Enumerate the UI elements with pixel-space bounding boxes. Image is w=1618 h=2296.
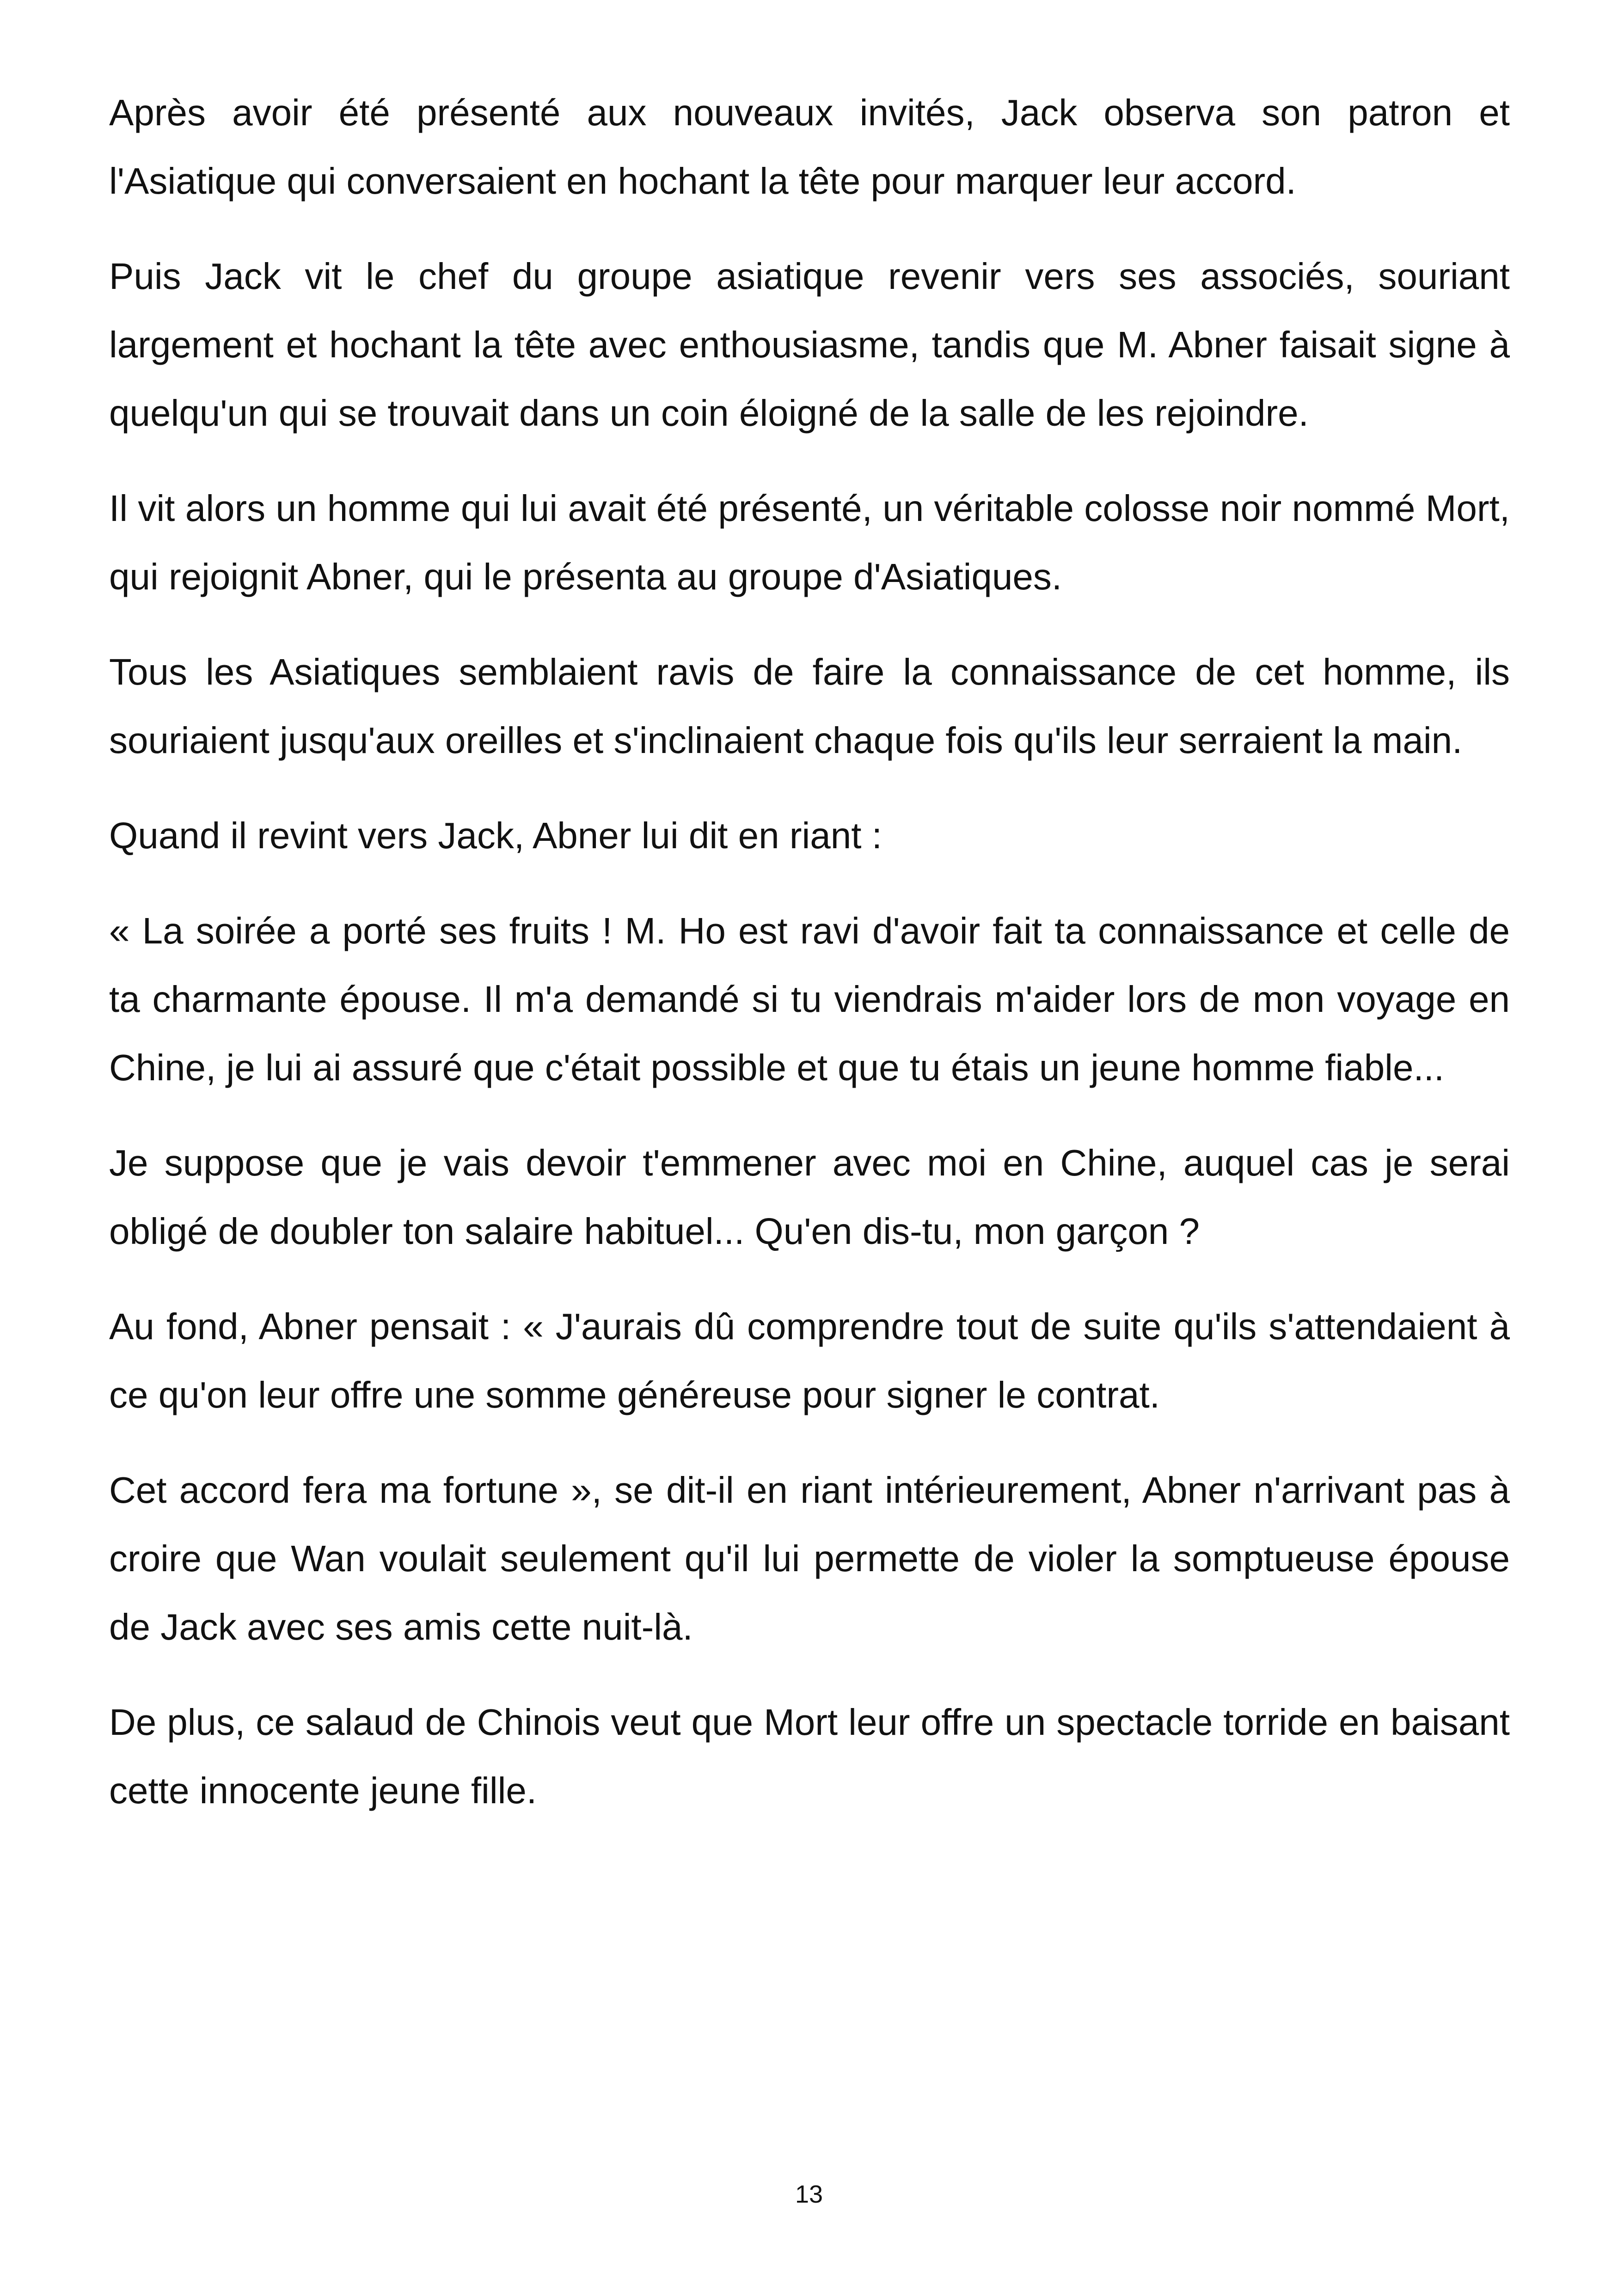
paragraph-6: « La soirée a porté ses fruits ! M. Ho est ravi d'avoir fait ta connaissance et celle de ta charmante épouse. Il m'a demandé si tu viendrais m'aider lors de mon voyage en Chine, je lui ai assuré que c'était possible et que tu étais un jeune homme fiable... — [109, 910, 1510, 1088]
paragraph-8: Au fond, Abner pensait : « J'aurais dû comprendre tout de suite qu'ils s'attendaient à ce qu'on leur offre une somme généreuse pour signer le contrat. — [109, 1306, 1510, 1415]
paragraph-2: Puis Jack vit le chef du groupe asiatique revenir vers ses associés, souriant largement et hochant la tête avec enthousiasme, tandis que M. Abner faisait signe à quelqu'un qui se trouvait dans un coin éloigné de la salle de les rejoindre. — [109, 256, 1510, 434]
paragraph-3: Il vit alors un homme qui lui avait été présenté, un véritable colosse noir nommé Mort, qui rejoignit Abner, qui le présenta au groupe d'Asiatiques. — [109, 488, 1510, 597]
paragraph-4: Tous les Asiatiques semblaient ravis de faire la connaissance de cet homme, ils souriaient jusqu'aux oreilles et s'inclinaient chaque fois qu'ils leur serraient la main. — [109, 651, 1510, 761]
paragraph-10: De plus, ce salaud de Chinois veut que Mort leur offre un spectacle torride en baisant cette innocente jeune fille. — [109, 1702, 1510, 1811]
paragraph-7: Je suppose que je vais devoir t'emmener avec moi en Chine, auquel cas je serai obligé de doubler ton salaire habituel... Qu'en dis-tu, mon garçon ? — [109, 1142, 1510, 1252]
body-text — [109, 79, 1510, 1825]
page-number: 13 — [795, 2180, 823, 2208]
paragraph-9: Cet accord fera ma fortune », se dit-il en riant intérieurement, Abner n'arrivant pas à croire que Wan voulait seulement qu'il lui permette de violer la somptueuse épouse de Jack avec ses amis cette nuit-là. — [109, 1469, 1510, 1647]
paragraph-1: Après avoir été présenté aux nouveaux invités, Jack observa son patron et l'Asiatique qui conversaient en hochant la tête pour marquer leur accord. — [109, 92, 1510, 202]
paragraph-5: Quand il revint vers Jack, Abner lui dit en riant : — [109, 815, 882, 856]
